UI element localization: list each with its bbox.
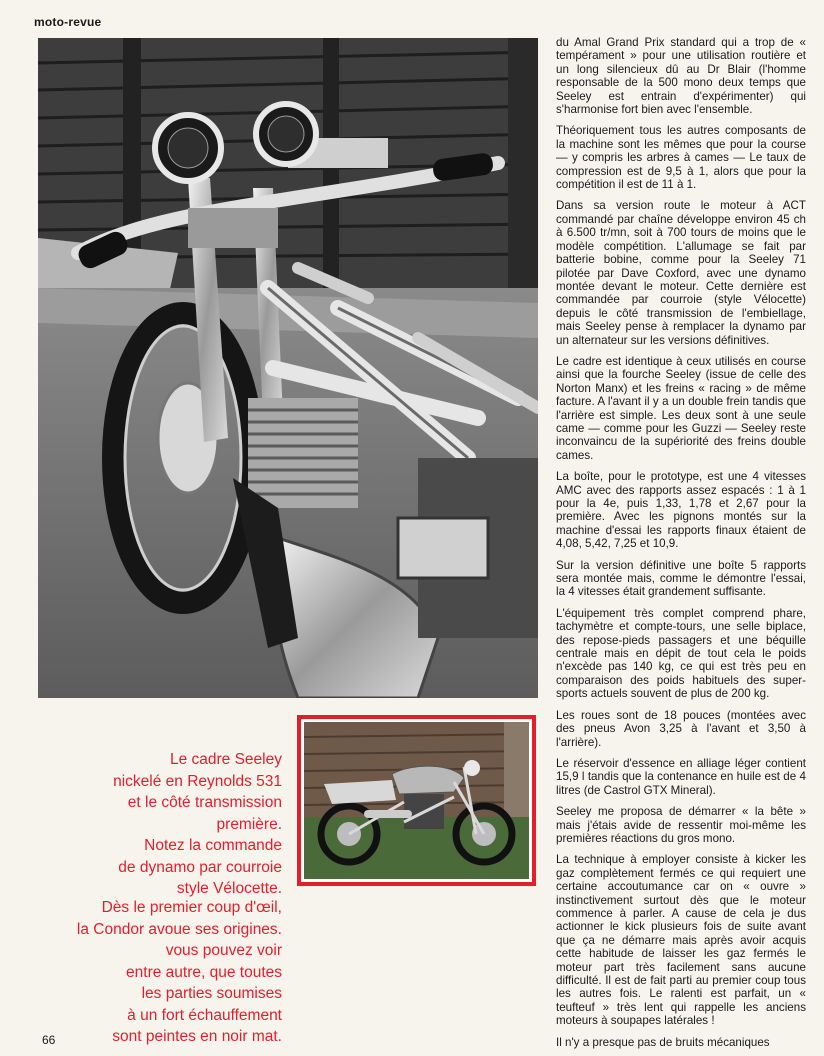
page-number: 66 xyxy=(42,1033,56,1047)
caption-text: Dès le premier coup d'œil, la Condor avoue ses origines. vous pouvez voir entre autre, que toutes les parties soumises à un fort échauffement sont peintes en noir mat. xyxy=(76,899,282,1045)
article-paragraph: Théoriquement tous les autres composants de la machine sont les mêmes que pour la course — y compris les arbres à cames — Le taux de compression est de 9,5 à 1, alors que pour la compétition il est de 11 à 1. xyxy=(556,124,806,192)
article-paragraph: La boîte, pour le prototype, est une 4 vitesses AMC avec des rapports assez espacés : 1 à 1 pour la 4e, puis 1,33, 1,78 et 2,67 pour la première. Avec les pignons montés sur la machine d'essai les rapports finaux étaient de 4,08, 5,42, 7,25 et 10,9. xyxy=(556,470,806,551)
article-paragraph: Seeley me proposa de démarrer « la bête » mais j'étais avide de ressentir moi-même les premières réactions du gros mono. xyxy=(556,805,806,845)
article-paragraph: L'équipement très complet comprend phare, tachymètre et compte-tours, une selle biplace, des repose-pieds passagers et une béquille centrale mais en dépit de tout cela le poids n'excède pas 140 kg, ce qui est très peu en comparaison des poids habituels des super-sports actuels souvent de plus de 200 kg. xyxy=(556,606,806,701)
article-paragraph: Il n'y a presque pas de bruits mécaniques xyxy=(556,1035,770,1049)
article-paragraph: Les roues sont de 18 pouces (montées avec des pneus Avon 3,25 à l'avant et 3,50 à l'arrière). xyxy=(556,708,806,749)
article-paragraph: Dans sa version route le moteur à ACT commandé par chaîne développe environ 45 ch à 6.500 tr/mn, soit à 700 tours de moins que le modèle compétition. L'allumage se fait par batterie bobine, comme pour la Seeley 71 pilotée par Dave Coxford, avec une dynamo montée devant le moteur. Cette dernière est commandée par courroie (style Vélocette) depuis le côté transmission de l'embiellage, mais Seeley pense à remplacer la dynamo par un alternateur sur les versions définitives. xyxy=(556,199,806,347)
article-text-column xyxy=(556,36,806,1051)
main-motorcycle-photo xyxy=(38,38,538,698)
photo-caption-origins xyxy=(77,897,282,1048)
caption-text: Le cadre Seeley nickelé en Reynolds 531 et le côté transmission première. Notez la commande de dynamo par courroie style Vélocette. xyxy=(113,751,282,897)
article-paragraph: Le cadre est identique à ceux utilisés en course ainsi que la fourche Seeley (issue de celle des Norton Manx) et les freins « racing » de même facture. A l'avant il y a un double frein tandis que l'arrière est simple. Les deux sont à une seule came — comme pour les Guzzi — Seeley reste inconvaincu de la supériorité des freins double cames. xyxy=(556,354,806,462)
inset-motorcycle-photo xyxy=(297,715,536,886)
magazine-header: moto-revue xyxy=(34,15,102,29)
article-paragraph: Le réservoir d'essence en alliage léger contient 15,9 l tandis que la contenance en huile est de 4 litres (de Castrol GTX Mineral). xyxy=(556,756,806,797)
article-paragraph: La technique à employer consiste à kicker les gaz complètement fermés ce qui requiert une certaine accoutumance car on « ouvre » instinctivement surtout dès que le moteur commence à parler. A cause de cela je dus actionner le kick plusieurs fois de suite avant que ça ne démarre mais après avoir acquis cette habitude de laisser les gaz fermés le moteur part très facilement sans aucune difficulté. Il est de fait parti au premier coup tous les autres fois. Le ralenti est parfait, un « teufteuf » très lent qui rappelle les anciens moteurs à soupapes latérales ! xyxy=(556,853,806,1028)
article-paragraph: Sur la version définitive une boîte 5 rapports sera montée mais, comme le démontre l'essai, la 4 vitesses était grandement suffisante. xyxy=(556,558,806,599)
photo-caption-frame xyxy=(113,749,282,900)
article-paragraph: du Amal Grand Prix standard qui a trop de « tempérament » pour une utilisation routière et un long silencieux dû au Dr Blair (l'homme responsable de la 500 mono deux temps que Seeley est entrain d'expérimenter) qui s'harmonise fort bien avec l'ensemble. xyxy=(556,36,806,117)
